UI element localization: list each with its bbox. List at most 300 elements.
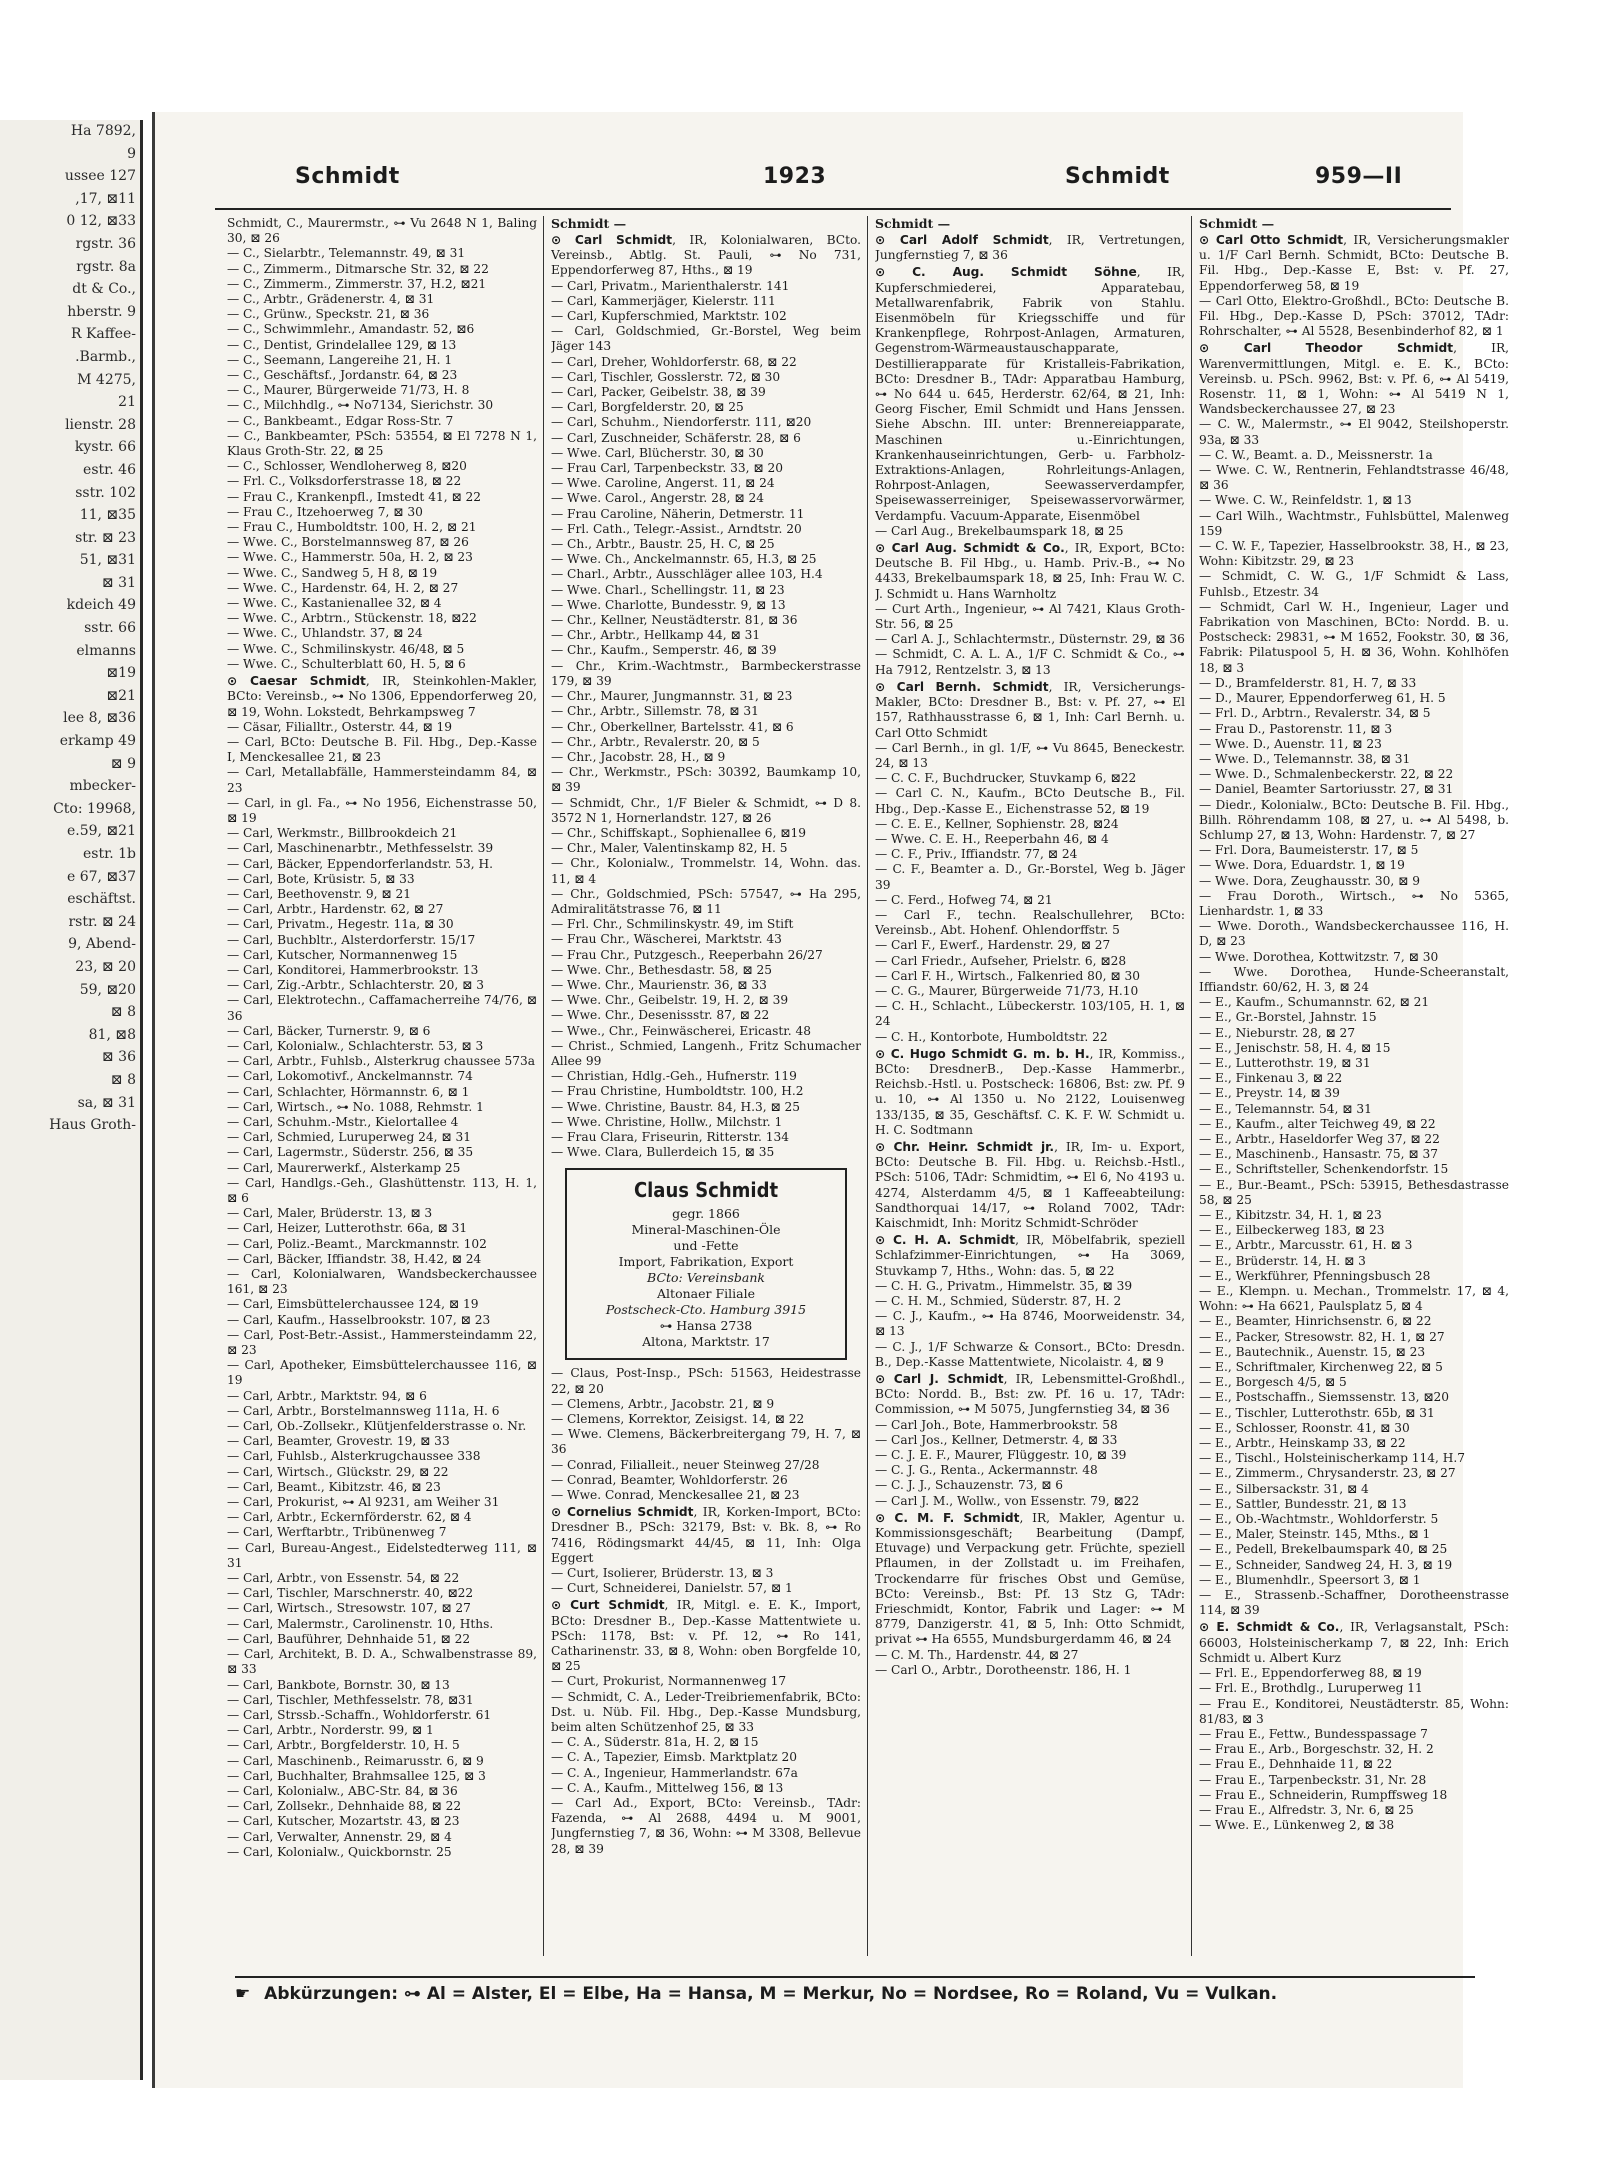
directory-entry: — Chr., Jacobstr. 28, H., ⊠ 9 (551, 749, 726, 764)
directory-entry: — C. J. J., Schauzenstr. 73, ⊠ 6 (875, 1478, 1064, 1493)
directory-entry: — Carl, Schuhm., Niendorferstr. 111, ⊠20 (551, 415, 812, 430)
directory-entry: — C., Dentist, Grindelallee 129, ⊠ 13 (227, 337, 457, 352)
directory-entry: — Wwe. Dorothea, Kottwitzstr. 7, ⊠ 30 (1199, 949, 1439, 964)
directory-entry: — C. J. G., Renta., Ackermannstr. 48 (875, 1463, 1098, 1478)
directory-entry: — Frau C., Humboldtstr. 100, H. 2, ⊠ 21 (227, 520, 477, 535)
column-3 (875, 216, 1185, 1956)
directory-entry: — Frau E., Alfredstr. 3, Nr. 6, ⊠ 25 (1199, 1802, 1414, 1817)
directory-entry: — Christ., Schmied, Langenh., Fritz Schumacher Allee 99 (551, 1038, 861, 1068)
directory-entry: — Frau Christine, Humboldtstr. 100, H.2 (551, 1084, 804, 1099)
directory-entry: — E., Schlosser, Roonstr. 41, ⊠ 30 (1199, 1420, 1410, 1435)
directory-entry: ⊙ Carl Aug. Schmidt & Co., IR, Export, BCto: Deutsche B. Fil Hbg., u. Hamb. Priv.-B., ⊶ No 4433, Brekelbaumspark 18, ⊠ 25, Inh: Frau W. C. J. Schmidt u. Hans Warnholtz (875, 541, 1185, 601)
directory-entry: — C. E. E., Kellner, Sophienstr. 28, ⊠24 (875, 816, 1119, 831)
directory-entry: — Frau E., Konditorei, Neustädterstr. 85, Wohn: 81/83, ⊠ 3 (1199, 1696, 1509, 1726)
directory-entry: — E., Beamter, Hinrichsenstr. 6, ⊠ 22 (1199, 1314, 1432, 1329)
directory-entry: — Carl, Eimsbüttelerchaussee 124, ⊠ 19 (227, 1297, 479, 1312)
directory-entry: — Frau Caroline, Näherin, Detmerstr. 11 (551, 506, 805, 521)
directory-entry: — E., Bautechnik., Auenstr. 15, ⊠ 23 (1199, 1344, 1426, 1359)
ad-line6: Postscheck-Cto. Hamburg 3915 (605, 1302, 807, 1318)
directory-entry: — E., Pedell, Brekelbaumspark 40, ⊠ 25 (1199, 1542, 1448, 1557)
directory-entry: — Chr., Maler, Valentinskamp 82, H. 5 (551, 841, 788, 856)
directory-entry: — Chr., Goldschmied, PSch: 57547, ⊶ Ha 295, Admiralitätstrasse 76, ⊠ 11 (551, 886, 861, 916)
directory-entry: — Chr., Arbtr., Revalerstr. 20, ⊠ 5 (551, 734, 760, 749)
directory-entry: — C., Zimmerm., Zimmerstr. 37, H.2, ⊠21 (227, 276, 487, 291)
directory-entry: — C. Ferd., Hofweg 74, ⊠ 21 (875, 892, 1053, 907)
column-1 (227, 216, 537, 1956)
directory-entry: — D., Maurer, Eppendorferweg 61, H. 5 (1199, 691, 1446, 706)
directory-entry: — Frl. E., Eppendorferweg 88, ⊠ 19 (1199, 1666, 1422, 1681)
column-divider (867, 216, 868, 1956)
directory-entry: ⊙ Carl Bernh. Schmidt, IR, Versicherungs-Makler, BCto: Dresdner B., Bst: v. Pf. 27, ⊶ El 157, Rathhausstrasse 6, ⊠ 1, Inh: Carl Bernh. u. Carl Otto Schmidt (875, 679, 1185, 740)
directory-entry: — Wwe. D., Schmalenbeckerstr. 22, ⊠ 22 (1199, 767, 1454, 782)
directory-entry: — E., Tischler, Lutterothstr. 65b, ⊠ 31 (1199, 1405, 1435, 1420)
directory-entry: — Wwe. Charlotte, Bundesstr. 9, ⊠ 13 (551, 597, 786, 612)
directory-entry: — Carl, Prokurist, ⊶ Al 9231, am Weiher 31 (227, 1495, 500, 1510)
directory-entry: — E., Maschinenb., Hansastr. 75, ⊠ 37 (1199, 1147, 1438, 1162)
directory-entry: — Wwe. Dora, Zeughausstr. 30, ⊠ 9 (1199, 873, 1420, 888)
directory-entry: — Frl. C., Volksdorferstrasse 18, ⊠ 22 (227, 474, 462, 489)
directory-entry: ⊙ Carl Schmidt, IR, Kolonialwaren, BCto. Vereinsb., Abtlg. St. Pauli, ⊶ No 731, Eppendorferweg 87, Hths., ⊠ 19 (551, 233, 861, 278)
directory-entry: — E., Silbersackstr. 31, ⊠ 4 (1199, 1481, 1369, 1496)
previous-page-fragment: 9 (127, 145, 136, 162)
directory-entry: — Carl, Arbtr., von Essenstr. 54, ⊠ 22 (227, 1571, 460, 1586)
directory-entry: — Wwe. C., Uhlandstr. 37, ⊠ 24 (227, 626, 423, 641)
directory-entry: — Chr., Kellner, Neustädterstr. 81, ⊠ 36 (551, 613, 798, 628)
directory-entry: — Carl, Strssb.-Schaffn., Wohldorferstr. 61 (227, 1707, 492, 1722)
directory-entry: — Carl, Konditorei, Hammerbrookstr. 13 (227, 962, 479, 977)
directory-entry: — Daniel, Beamter Sartoriusstr. 27, ⊠ 31 (1199, 782, 1454, 797)
directory-entry: — Carl Ad., Export, BCto: Vereinsb., TAdr: Fazenda, ⊶ Al 2688, 4494 u. M 9001, Jungfernstieg 7, ⊠ 36, Wohn: ⊶ M 3308, Bellevue 28, ⊠ 39 (551, 1796, 861, 1856)
directory-entry: — C., Grünw., Speckstr. 21, ⊠ 36 (227, 307, 430, 322)
directory-entry: — Wwe. Dorothea, Hunde-Scheeranstalt, Iffiandstr. 60/62, H. 3, ⊠ 24 (1199, 964, 1509, 994)
directory-entry: — C. A., Kaufm., Mittelweg 156, ⊠ 13 (551, 1780, 784, 1795)
directory-entry: — Claus, Post-Insp., PSch: 51563, Heidestrasse 22, ⊠ 20 (551, 1366, 861, 1396)
directory-entry: — C. A., Süderstr. 81a, H. 2, ⊠ 15 (551, 1735, 759, 1750)
directory-entry: — D., Bramfelderstr. 81, H. 7, ⊠ 33 (1199, 675, 1417, 690)
pointing-hand-icon: ☛ (235, 1984, 251, 2004)
directory-entry: — Wwe. Carol., Angerstr. 28, ⊠ 24 (551, 491, 764, 506)
directory-entry: — Carl Wilh., Wachtmstr., Fuhlsbüttel, Malenweg 159 (1199, 508, 1509, 538)
directory-entry: — Chr., Kaufm., Semperstr. 46, ⊠ 39 (551, 643, 777, 658)
ad-line2: und -Fette (673, 1238, 739, 1254)
directory-entry: — Carl, Buchhalter, Brahmsallee 125, ⊠ 3 (227, 1768, 486, 1783)
previous-page-fragment: 81, ⊠8 (88, 1026, 136, 1043)
directory-entry: — Carl, Beamt., Kibitzstr. 46, ⊠ 23 (227, 1479, 441, 1494)
previous-page-fragment: kystr. 66 (74, 439, 136, 456)
directory-entry: — Carl, Kupferschmied, Marktstr. 102 (551, 309, 787, 324)
directory-entry: — Wwe. Carl, Blücherstr. 30, ⊠ 30 (551, 445, 764, 460)
directory-entry: — Carl, Kammerjäger, Kielerstr. 111 (551, 293, 776, 308)
directory-entry: — Clemens, Arbtr., Jacobstr. 21, ⊠ 9 (551, 1396, 775, 1411)
directory-entry: — Carl, Bäcker, Eppendorferlandstr. 53, H. (227, 856, 494, 871)
previous-page-fragment: rgstr. 36 (75, 235, 136, 252)
directory-entry: — Carl, in gl. Fa., ⊶ No 1956, Eichenstrasse 50, ⊠ 19 (227, 795, 537, 825)
page-header (215, 164, 1463, 198)
directory-entry: — Carl, Poliz.-Beamt., Marckmannstr. 102 (227, 1236, 487, 1251)
previous-page-fragment: 0 12, ⊠33 (66, 213, 136, 230)
directory-entry: — Carl, Werkmstr., Billbrookdeich 21 (227, 826, 458, 841)
directory-entry: — E., Brüderstr. 14, H. ⊠ 3 (1199, 1253, 1366, 1268)
directory-entry: — Wwe. Clara, Bullerdeich 15, ⊠ 35 (551, 1145, 775, 1160)
directory-entry: — Carl, Arbtr., Norderstr. 99, ⊠ 1 (227, 1723, 434, 1738)
directory-entry: — C., Sielarbtr., Telemannstr. 49, ⊠ 31 (227, 246, 466, 261)
directory-entry: — Chr., Krim.-Wachtmstr., Barmbeckerstrasse 179, ⊠ 39 (551, 658, 861, 688)
directory-entry: — Carl C. N., Kaufm., BCto Deutsche B., Fil. Hbg., Dep.-Kasse E., Eichenstrasse 52, ⊠ 19 (875, 786, 1185, 816)
directory-entry: — Carl, Ob.-Zollsekr., Klütjenfelderstrasse o. Nr. (227, 1419, 527, 1434)
directory-entry: — E., Maler, Steinstr. 145, Mths., ⊠ 1 (1199, 1527, 1431, 1542)
directory-entry: — Carl, Tischler, Gosslerstr. 72, ⊠ 30 (551, 369, 781, 384)
directory-entry: — Carl O., Arbtr., Dorotheenstr. 186, H. 1 (875, 1662, 1132, 1677)
previous-page-fragment: Cto: 19968, (53, 800, 136, 817)
directory-entry: — Chr., Arbtr., Hellkamp 44, ⊠ 31 (551, 628, 761, 643)
directory-entry: — Wwe. Chr., Bethesdastr. 58, ⊠ 25 (551, 962, 772, 977)
directory-entry: — E., Arbtr., Haseldorfer Weg 37, ⊠ 22 (1199, 1131, 1440, 1146)
directory-entry: — C. H. G., Privatm., Himmelstr. 35, ⊠ 39 (875, 1278, 1133, 1293)
previous-page-fragment: mbecker- (69, 778, 136, 795)
directory-entry: — Wwe. Christine, Baustr. 84, H.3, ⊠ 25 (551, 1099, 801, 1114)
directory-entry: — Schmidt, C. W. G., 1/F Schmidt & Lass, Fuhlsb., Etzestr. 34 (1199, 569, 1509, 599)
directory-entry: — Carl, Packer, Geibelstr. 38, ⊠ 39 (551, 385, 766, 400)
directory-entry: — Carl, Schmied, Luruperweg 24, ⊠ 31 (227, 1130, 471, 1145)
directory-entry: ⊙ C. M. F. Schmidt, IR, Makler, Agentur u. Kommissionsgeschäft; Bearbeitung (Dampf, Etuvage) und Verpackung getr. Früchte, speziell Pflaumen, in der Zollstadt u. im Freihafen, Trockendarre für frisches Obst und Gemüse, BCto: Vereinsb., Bst: Pf. 13 Stz G, TAdr: Frieschmidt, Kontor, Fabrik und Lager: ⊶ M 8779, Danzigerstr. 41, ⊠ 5, Inh: Otto Schmidt, privat ⊶ Ha 6555, Mundsburgerdamm 46, ⊠ 24 (875, 1510, 1185, 1647)
directory-entry: — Carl F. H., Wirtsch., Falkenried 80, ⊠ 30 (875, 968, 1140, 983)
directory-entry: — Wwe. Doroth., Wandsbeckerchaussee 116, H. D, ⊠ 23 (1199, 919, 1509, 949)
directory-entry: — E., Finkenau 3, ⊠ 22 (1199, 1071, 1343, 1086)
directory-entry: — Frau Chr., Wäscherei, Marktstr. 43 (551, 932, 782, 947)
directory-entry: — Carl Bernh., in gl. 1/F, ⊶ Vu 8645, Beneckestr. 24, ⊠ 13 (875, 740, 1185, 770)
directory-entry: — Carl, Handlgs.-Geh., Glashüttenstr. 113, H. 1, ⊠ 6 (227, 1175, 537, 1205)
directory-entry: — E., Kaufm., Schumannstr. 62, ⊠ 21 (1199, 995, 1430, 1010)
directory-entry: — Carl, Zig.-Arbtr., Schlachterstr. 20, ⊠ 3 (227, 978, 484, 993)
directory-entry: — Carl, Fuhlsb., Alsterkrugchaussee 338 (227, 1449, 481, 1464)
directory-entry: — C. H., Schlacht., Lübeckerstr. 103/105, H. 1, ⊠ 24 (875, 999, 1185, 1029)
directory-entry: — C. F., Priv., Iffiandstr. 77, ⊠ 24 (875, 847, 1078, 862)
directory-entry: — C., Seemann, Langereihe 21, H. 1 (227, 352, 453, 367)
directory-entry: — Charl., Arbtr., Ausschläger allee 103, H.4 (551, 567, 823, 582)
previous-page-fragment: dt & Co., (72, 281, 136, 298)
previous-page-fragment: 59, ⊠20 (79, 981, 136, 998)
directory-entry: — Carl, Heizer, Lutterothstr. 66a, ⊠ 31 (227, 1221, 468, 1236)
previous-page-edge (0, 120, 143, 2080)
previous-page-fragment: e.59, ⊠21 (67, 823, 136, 840)
previous-page-fragment: ⊠ 9 (110, 755, 136, 772)
directory-entry: — Carl, Borgfelderstr. 20, ⊠ 25 (551, 400, 744, 415)
directory-entry: — Wwe., Chr., Feinwäscherei, Ericastr. 48 (551, 1023, 812, 1038)
directory-entry: — Christian, Hdlg.-Geh., Hufnerstr. 119 (551, 1069, 797, 1084)
directory-entry: — Carl A. J., Schlachtermstr., Düsternstr. 29, ⊠ 36 (875, 632, 1185, 647)
directory-entry: ⊙ C. Aug. Schmidt Söhne, IR, Kupferschmiederei, Apparatebau, Metallwarenfabrik, Fabrik von Stahlu. Eisenmöbeln für Kriegsschiffe und für Krankenpflege, Rohrpost-Anlagen, Armaturen, Gegenstrom-Wärmeaustauschapparate, Destillierapparate für Kristalleis-Fabrikation, BCto: Dresdner B., TAdr: Apparatbau Hamburg, ⊶ No 644 u. 645, Herderstr. 62/64, ⊠ 21, Inh: Georg Fischer, Emil Schmidt und Hans Jenssen. Siehe Abschn. III. unter: Brennereiapparate, Maschinen u.-Einrichtungen, Krankenhauseinrichtungen, Gerb- u. Farbholz-Extraktions-Anlagen, Rohrleitungs-Anlagen, Rohrpost-Anlagen, Seewasserverdampfer, Speisewasserreiniger, Speisewasservorwärmer, Verdampfu. Vacuum-Apparate, Eisenmöbel (875, 265, 1185, 523)
directory-entry: — Carl, Tischler, Marschnerstr. 40, ⊠22 (227, 1586, 474, 1601)
directory-entry: — C. H. M., Schmied, Süderstr. 87, H. 2 (875, 1294, 1122, 1309)
previous-page-fragment: 9, Abend- (68, 936, 136, 953)
directory-entry: — Wwe. Chr., Desenissstr. 87, ⊠ 22 (551, 1008, 770, 1023)
previous-page-fragment: 51, ⊠31 (79, 552, 136, 569)
directory-entry: — E., Arbtr., Heinskamp 33, ⊠ 22 (1199, 1436, 1406, 1451)
directory-entry: — Carl, Bauführer, Dehnhaide 51, ⊠ 22 (227, 1631, 471, 1646)
previous-page-fragment: M 4275, (77, 371, 136, 388)
directory-entry: — E., Ob.-Wachtmstr., Wohldorferstr. 5 (1199, 1512, 1439, 1527)
directory-entry: — E., Kaufm., alter Teichweg 49, ⊠ 22 (1199, 1116, 1436, 1131)
directory-entry: — Carl, Kolonialwaren, Wandsbeckerchaussee 161, ⊠ 23 (227, 1267, 537, 1297)
ad-name: Claus Schmidt (633, 1178, 779, 1203)
directory-entry: — Frau D., Pastorenstr. 11, ⊠ 3 (1199, 721, 1393, 736)
directory-entry: — Carl Jos., Kellner, Detmerstr. 4, ⊠ 33 (875, 1432, 1118, 1447)
directory-entry: — Carl, Privatm., Marienthalerstr. 141 (551, 278, 790, 293)
directory-entry: — Frau Chr., Putzgesch., Reeperbahn 26/27 (551, 947, 823, 962)
ad-line1: Mineral-Maschinen-Öle (631, 1222, 781, 1238)
directory-entry: — Frau Carl, Tarpenbeckstr. 33, ⊠ 20 (551, 461, 783, 476)
directory-entry: — Carl, Bote, Krüsistr. 5, ⊠ 33 (227, 871, 415, 886)
directory-entry: — C. J. E. F., Maurer, Flüggestr. 10, ⊠ 39 (875, 1448, 1127, 1463)
directory-entry: — Carl, Lokomotivf., Anckelmannstr. 74 (227, 1069, 473, 1084)
previous-page-fragment: 23, ⊠ 20 (75, 958, 136, 975)
directory-page (152, 112, 1509, 2088)
directory-entry: — Carl, Post-Betr.-Assist., Hammersteindamm 22, ⊠ 23 (227, 1327, 537, 1358)
directory-entry: — Curt, Schneiderei, Danielstr. 57, ⊠ 1 (551, 1581, 793, 1596)
directory-entry: — Carl Friedr., Aufseher, Prielstr. 6, ⊠28 (875, 953, 1127, 968)
directory-entry: — Frau E., Tarpenbeckstr. 31, Nr. 28 (1199, 1772, 1427, 1787)
directory-entry: — E., Postschaffn., Siemssenstr. 13, ⊠20 (1199, 1390, 1450, 1405)
directory-entry: — Frau E., Schneiderin, Rumpffsweg 18 (1199, 1787, 1448, 1802)
directory-entry: ⊙ Cornelius Schmidt, IR, Korken-Import, BCto: Dresdner B., PSch: 32179, Bst: v. Bk. 8, ⊶ Ro 7416, Rödingsmarkt 44/45, ⊠ 11, Inh: Olga Eggert (551, 1505, 861, 1565)
previous-page-fragment: ⊠ 36 (102, 1049, 136, 1066)
directory-entry: ⊙ C. H. A. Schmidt, IR, Möbelfabrik, speziell Schlafzimmer-Einrichtungen, ⊶ Ha 3069, Stuvkamp 7, Hths., Wohn: das. 5, ⊠ 22 (875, 1233, 1185, 1278)
directory-entry: ⊙ Curt Schmidt, IR, Mitgl. e. E. K., Import, BCto: Dresdner B., Dep.-Kasse Mattentwiete u. PSch: 1178, Bst: v. Pf. 12, ⊶ Ro 141, Catharinenstr. 33, ⊠ 8, Wohn: oben Borgfelde 10, ⊠ 25 (551, 1598, 861, 1674)
header-year: 1923 (763, 164, 827, 189)
previous-page-fragment: Ha 7892, (70, 123, 136, 139)
directory-entry: — Frl. Cath., Telegr.-Assist., Arndtstr. 20 (551, 521, 802, 536)
directory-entry: — Frl. E., Brothdlg., Luruperweg 11 (1199, 1681, 1423, 1696)
directory-entry: — Diedr., Kolonialw., BCto: Deutsche B. Fil. Hbg., Billh. Röhrendamm 108, ⊠ 27, u. ⊶ Al 5498, b. Schlump 27, ⊠ 13, Wohn: Hardenstr. 7, ⊠ 27 (1199, 797, 1509, 842)
directory-entry: — Wwe. Clemens, Bäckerbreitergang 79, H. 7, ⊠ 36 (551, 1427, 861, 1457)
directory-entry: — Wwe. Dora, Eduardstr. 1, ⊠ 19 (1199, 858, 1405, 873)
directory-entry: — Curt Arth., Ingenieur, ⊶ Al 7421, Klaus Groth-Str. 56, ⊠ 25 (875, 601, 1185, 632)
directory-entry: — Carl, Kolonialw., Schlachterstr. 53, ⊠ 3 (227, 1038, 484, 1053)
previous-page-fragment: 11, ⊠35 (79, 507, 136, 524)
directory-entry: — Schmidt, C. A. L. A., 1/F C. Schmidt & Co., ⊶ Ha 7912, Rentzelstr. 3, ⊠ 13 (875, 647, 1185, 677)
directory-entry: — Carl, Verwalter, Annenstr. 29, ⊠ 4 (227, 1829, 452, 1844)
directory-entry: ⊙ Caesar Schmidt, IR, Steinkohlen-Makler, BCto: Vereinsb., ⊶ No 1306, Eppendorferweg 20, ⊠ 19, Wohn. Lokstedt, Behrkampsweg 7 (227, 674, 537, 719)
previous-page-fragment: e 67, ⊠37 (67, 868, 136, 885)
header-right-name: Schmidt (1065, 164, 1170, 189)
previous-page-fragment: str. ⊠ 23 (75, 529, 136, 546)
previous-page-fragment: estr. 46 (83, 461, 136, 478)
directory-entry: — E., Sattler, Bundesstr. 21, ⊠ 13 (1199, 1496, 1407, 1511)
ad-line7: ⊶ Hansa 2738 (659, 1318, 753, 1334)
directory-entry: — Carl Otto, Elektro-Großhdl., BCto: Deutsche B. Fil. Hbg., Dep.-Kasse D, PSch: 37012, TAdr: Rohrschalter, ⊶ Al 5528, Besenbinderhof 82, ⊠ 1 (1199, 293, 1509, 339)
directory-entry: — Carl, Wirtsch., Stresowstr. 107, ⊠ 27 (227, 1601, 471, 1616)
directory-entry: — Wwe. C., Sandweg 5, H 8, ⊠ 19 (227, 565, 438, 580)
directory-entry: — Frl. D., Arbtrn., Revalerstr. 34, ⊠ 5 (1199, 706, 1431, 721)
directory-entry: — Carl, Tischler, Methfesselstr. 78, ⊠31 (227, 1692, 474, 1707)
directory-entry: — E., Eilbeckerweg 183, ⊠ 23 (1199, 1223, 1385, 1238)
previous-page-fragment: hberstr. 9 (67, 303, 136, 320)
directory-entry: — Wwe. E., Lünkenweg 2, ⊠ 38 (1199, 1818, 1395, 1833)
directory-entry: — Wwe. Chr., Geibelstr. 19, H. 2, ⊠ 39 (551, 993, 789, 1008)
directory-entry: — E., Lutterothstr. 19, ⊠ 31 (1199, 1055, 1371, 1070)
directory-entry: — Carl, Zuschneider, Schäferstr. 28, ⊠ 6 (551, 430, 801, 445)
directory-entry: — E., Telemannstr. 54, ⊠ 31 (1199, 1101, 1372, 1116)
directory-entry: — Carl, Malermstr., Carolinenstr. 10, Hths. (227, 1616, 494, 1631)
previous-page-fragment: rstr. ⊠ 24 (68, 913, 136, 930)
previous-page-fragment: ussee 127 (64, 168, 136, 185)
directory-entry: — Wwe. C., Hardenstr. 64, H. 2, ⊠ 27 (227, 580, 459, 595)
directory-entry: — Carl F., Ewerf., Hardenstr. 29, ⊠ 27 (875, 938, 1111, 953)
previous-page-fragment: ⊠ 8 (110, 1004, 136, 1021)
directory-entry: — Frau Clara, Friseurin, Ritterstr. 134 (551, 1129, 790, 1144)
directory-entry: — C. H., Kontorbote, Humboldtstr. 22 (875, 1029, 1108, 1044)
directory-entry: — E., Arbtr., Marcusstr. 61, H. ⊠ 3 (1199, 1238, 1413, 1253)
directory-entry: — C. W. F., Tapezier, Hasselbrookstr. 38, H., ⊠ 23, Wohn: Kibitzstr. 29, ⊠ 23 (1199, 539, 1509, 569)
directory-entry: — Wwe. C. E. H., Reeperbahn 46, ⊠ 4 (875, 831, 1109, 846)
previous-page-fragment: ⊠ 31 (102, 574, 136, 591)
directory-entry: — Carl, Zollsekr., Dehnhaide 88, ⊠ 22 (227, 1799, 462, 1814)
directory-entry: — Carl, Kutscher, Normannenweg 15 (227, 947, 458, 962)
directory-entry: — Conrad, Beamter, Wohldorferstr. 26 (551, 1472, 788, 1487)
directory-entry: — E., Strassenb.-Schaffner, Dorotheenstrasse 114, ⊠ 39 (1199, 1588, 1509, 1618)
directory-entry: — C., Bankbeamt., Edgar Ross-Str. 7 (227, 413, 454, 428)
directory-entry: — C., Milchhdlg., ⊶ No7134, Sierichstr. 30 (227, 398, 494, 413)
directory-entry: — C., Maurer, Bürgerweide 71/73, H. 8 (227, 383, 470, 398)
directory-entry: — E., Tischl., Holsteinischerkamp 114, H.7 (1199, 1451, 1466, 1466)
directory-entry: — Curt, Isolierer, Brüderstr. 13, ⊠ 3 (551, 1566, 774, 1581)
directory-entry: — Carl, Elektrotechn., Caffamacherreihe 74/76, ⊠ 36 (227, 993, 537, 1023)
previous-page-fragment: ,17, ⊠11 (75, 190, 136, 207)
directory-entry: — Carl, Maschinenb., Reimarusstr. 6, ⊠ 9 (227, 1753, 484, 1768)
directory-entry: ⊙ Chr. Heinr. Schmidt jr., IR, Im- u. Export, BCto: Deutsche B. Fil. Hbg. u. Reichsb.-Hstl., PSch: 5106, TAdr: Schmidtim, ⊶ El 6, No 4193 u. 4274, Alsterdamm 4/5, ⊠ 1 Kaffeeabteilung: Sandthorquai 14/17, ⊶ Roland 7002, TAdr: Kaischmidt, Inh: Moritz Schmidt-Schröder (875, 1139, 1185, 1230)
directory-entry: — Frl. Chr., Schmilinskystr. 49, im Stift (551, 917, 794, 932)
directory-entry: — E., Packer, Stresowstr. 82, H. 1, ⊠ 27 (1199, 1329, 1445, 1344)
directory-entry: — Frau E., Arb., Borgeschstr. 32, H. 2 (1199, 1742, 1434, 1757)
column-2 (551, 216, 861, 1956)
directory-entry: — Frl. Dora, Baumeisterstr. 17, ⊠ 5 (1199, 843, 1419, 858)
directory-entry: — Carl, Schlachter, Hörmannstr. 6, ⊠ 1 (227, 1084, 470, 1099)
previous-page-fragment: ⊠ 8 (110, 1071, 136, 1088)
directory-entry: — Schmidt, C. A., Leder-Treibriemenfabrik, BCto: Dst. u. Nüb. Fil. Hbg., Dep.-Kasse Mundsburg, beim alten Schützenhof 25, ⊠ 33 (551, 1689, 861, 1735)
previous-page-fragment: sstr. 66 (84, 620, 136, 637)
directory-entry: — C. J., 1/F Schwarze & Consort., BCto: Dresdn. B., Dep.-Kasse Mattentwiete, Nicolaistr. 4, ⊠ 9 (875, 1339, 1185, 1369)
directory-entry: — E., Blumenhdlr., Speersort 3, ⊠ 1 (1199, 1572, 1421, 1587)
column-title: Schmidt — (1199, 216, 1275, 231)
directory-entry: — C. A., Tapezier, Eimsb. Marktplatz 20 (551, 1750, 798, 1765)
directory-entry: — Carl, Werftarbtr., Tribünenweg 7 (227, 1525, 447, 1540)
directory-entry: — Carl, Schuhm.-Mstr., Kielortallee 4 (227, 1114, 459, 1129)
directory-entry: — Schmidt, Carl W. H., Ingenieur, Lager und Fabrikation von Maschinen, BCto: Nordd. B. u. Postscheck: 29831, ⊶ M 1652, Fookstr. 30, ⊠ 36, Fabrik: Pilatuspool 5, H. ⊠ 36, Wohn. Kohlhöfen 18, ⊠ 3 (1199, 599, 1509, 675)
directory-entry: — C., Bankbeamter, PSch: 53554, ⊠ El 7278 N 1, Klaus Groth-Str. 22, ⊠ 25 (227, 428, 537, 459)
directory-entry: — C., Zimmerm., Ditmarsche Str. 32, ⊠ 22 (227, 261, 489, 276)
directory-entry: — Carl, Goldschmied, Gr.-Borstel, Weg beim Jäger 143 (551, 324, 861, 354)
directory-entry: — C. F., Beamter a. D., Gr.-Borstel, Weg b. Jäger 39 (875, 862, 1185, 892)
directory-entry: — Ch., Arbtr., Baustr. 25, H. C, ⊠ 25 (551, 537, 775, 552)
directory-entry: — Frau E., Fettw., Bundesspassage 7 (1199, 1726, 1428, 1741)
previous-page-fragment: kdeich 49 (66, 597, 136, 614)
directory-entry: — E., Gr.-Borstel, Jahnstr. 15 (1199, 1010, 1377, 1025)
previous-page-fragment: elmanns (76, 642, 136, 659)
directory-entry: — Wwe. C., Arbtrn., Stückenstr. 18, ⊠22 (227, 611, 477, 626)
directory-entry: — Carl, Wirtsch., ⊶ No. 1088, Rehmstr. 1 (227, 1099, 484, 1114)
page-number: 959—II (1315, 164, 1403, 189)
directory-entry: — Carl, Arbtr., Borgfelderstr. 10, H. 5 (227, 1738, 460, 1753)
directory-entry: — E., Borgesch 4/5, ⊠ 5 (1199, 1375, 1347, 1390)
directory-entry: — Carl F., techn. Realschullehrer, BCto: Vereinsb., Abt. Hohenf. Ohlendorffstr. 5 (875, 907, 1185, 938)
directory-entry: — Frau Doroth., Wirtsch., ⊶ No 5365, Lienhardstr. 1, ⊠ 33 (1199, 888, 1509, 918)
ad-line4: BCto: Vereinsbank (647, 1270, 765, 1286)
directory-entry: — Wwe. C. W., Reinfeldstr. 1, ⊠ 13 (1199, 493, 1412, 508)
directory-entry: — C. J., Kaufm., ⊶ Ha 8746, Moorweidenstr. 34, ⊠ 13 (875, 1309, 1185, 1339)
directory-entry: — Carl, Apotheker, Eimsbüttelerchaussee 116, ⊠ 19 (227, 1358, 537, 1388)
directory-entry: — C., Geschäftsf., Jordanstr. 64, ⊠ 23 (227, 368, 458, 383)
directory-entry: — Chr., Kolonialw., Trommelstr. 14, Wohn. das. 11, ⊠ 4 (551, 856, 861, 886)
directory-entry: — Wwe. Ch., Anckelmannstr. 65, H.3, ⊠ 25 (551, 552, 817, 567)
directory-entry: — Carl, Maschinenarbtr., Methfesselstr. 39 (227, 841, 494, 856)
directory-entry: — Carl, Beethovenstr. 9, ⊠ 21 (227, 886, 412, 901)
directory-entry: — E., Schneider, Sandweg 24, H. 3, ⊠ 19 (1199, 1557, 1453, 1572)
directory-entry: — Wwe. C. W., Rentnerin, Fehlandtstrasse 46/48, ⊠ 36 (1199, 463, 1509, 493)
directory-entry: — Carl, Lagermstr., Süderstr. 256, ⊠ 35 (227, 1145, 474, 1160)
directory-entry: — Carl, BCto: Deutsche B. Fil. Hbg., Dep.-Kasse I, Menckesallee 21, ⊠ 23 (227, 734, 537, 765)
directory-entry: — E., Schriftsteller, Schenkendorfstr. 15 (1199, 1162, 1449, 1177)
directory-entry: — E., Bur.-Beamt., PSch: 53915, Bethesdastrasse 58, ⊠ 25 (1199, 1177, 1509, 1207)
column-divider (1191, 216, 1192, 1956)
directory-entry: — Conrad, Filialleit., neuer Steinweg 27/28 (551, 1457, 820, 1472)
header-left-name: Schmidt (295, 164, 400, 189)
directory-entry: Schmidt, C., Maurermstr., ⊶ Vu 2648 N 1, Baling 30, ⊠ 26 (227, 216, 537, 246)
previous-page-fragment: lee 8, ⊠36 (63, 710, 136, 727)
directory-entry: — Wwe. Christine, Hollw., Milchstr. 1 (551, 1114, 783, 1129)
directory-entry: ⊙ Carl Theodor Schmidt, IR, Warenvermittlungen, Mitgl. e. E. K., BCto: Vereinsb. u. PSch. 9962, Bst: v. Pf. 6, ⊶ Al 5419, Rosenstr. 11, ⊠ 1, Wohn: ⊶ Al 5419 N 1, Wandsbeckerchaussee 27, ⊠ 23 (1199, 341, 1509, 417)
directory-entry: — E., Nieburstr. 28, ⊠ 27 (1199, 1025, 1356, 1040)
directory-entry: — C. W., Malermstr., ⊶ El 9042, Steilshoperstr. 93a, ⊠ 33 (1199, 417, 1509, 447)
previous-page-fragment: 21 (118, 394, 136, 411)
directory-entry: — Frau C., Krankenpfl., Imstedt 41, ⊠ 22 (227, 489, 482, 504)
previous-page-fragment: R Kaffee- (70, 326, 136, 343)
previous-page-fragment: erkamp 49 (59, 733, 136, 750)
directory-entry: — E., Jenischstr. 58, H. 4, ⊠ 15 (1199, 1040, 1391, 1055)
directory-entry: — Carl, Metallabfälle, Hammersteindamm 84, ⊠ 23 (227, 765, 537, 795)
directory-entry: — C. C. F., Buchdrucker, Stuvkamp 6, ⊠22 (875, 771, 1137, 786)
directory-entry: — Carl, Architekt, B. D. A., Schwalbenstrasse 89, ⊠ 33 (227, 1647, 537, 1677)
directory-entry: — Carl, Arbtr., Borstelmannsweg 111a, H. 6 (227, 1403, 500, 1418)
directory-entry: — Carl, Bankbote, Bornstr. 30, ⊠ 13 (227, 1677, 450, 1692)
directory-entry: — Wwe. D., Auenstr. 11, ⊠ 23 (1199, 736, 1382, 751)
directory-entry: — Wwe. Caroline, Angerst. 11, ⊠ 24 (551, 476, 775, 491)
directory-entry: — Wwe. Charl., Schellingstr. 11, ⊠ 23 (551, 582, 785, 597)
directory-entry: — E., Klempn. u. Mechan., Trommelstr. 17, ⊠ 4, Wohn: ⊶ Ha 6621, Paulsplatz 5, ⊠ 4 (1199, 1284, 1509, 1314)
directory-entry: — Wwe. Conrad, Menckesallee 21, ⊠ 23 (551, 1488, 800, 1503)
header-rule (215, 208, 1451, 210)
directory-entry: — E., Kibitzstr. 34, H. 1, ⊠ 23 (1199, 1208, 1382, 1222)
previous-page-fragment: Haus Groth- (49, 1117, 136, 1134)
directory-entry: — Wwe. C., Schulterblatt 60, H. 5, ⊠ 6 (227, 656, 466, 671)
directory-entry: — Wwe. C., Schmilinskystr. 46/48, ⊠ 5 (227, 641, 465, 656)
directory-entry: — Carl, Bäcker, Turnerstr. 9, ⊠ 6 (227, 1023, 431, 1038)
directory-entry: — Wwe. Chr., Maurienstr. 36, ⊠ 33 (551, 977, 767, 992)
directory-entry: — Carl, Arbtr., Eckernförderstr. 62, ⊠ 4 (227, 1510, 472, 1525)
directory-entry: — C. A., Ingenieur, Hammerlandstr. 67a (551, 1765, 798, 1780)
directory-entry: — Carl, Maurerwerkf., Alsterkamp 25 (227, 1160, 461, 1175)
directory-entry: ⊙ E. Schmidt & Co., IR, Verlagsanstalt, PSch: 66003, Holsteinischerkamp 7, ⊠ 22, Inh: Erich Schmidt u. Albert Kurz (1199, 1620, 1509, 1665)
directory-entry: — Wwe. C., Hammerstr. 50a, H. 2, ⊠ 23 (227, 550, 473, 565)
directory-entry: — C. G., Maurer, Bürgerweide 71/73, H.10 (875, 983, 1139, 998)
directory-entry: — Frau C., Itzehoerweg 7, ⊠ 30 (227, 504, 423, 519)
directory-entry: — E., Werkführer, Pfenningsbusch 28 (1199, 1268, 1431, 1283)
directory-entry: — C., Schlosser, Wendloherweg 8, ⊠20 (227, 459, 467, 474)
abbreviations-text: Abkürzungen: ⊶ Al = Alster, El = Elbe, Ha = Hansa, M = Merkur, No = Nordsee, Ro = Roland, Vu = Vulkan. (264, 1984, 1278, 2004)
directory-entry: — C. M. Th., Hardenstr. 44, ⊠ 27 (875, 1647, 1079, 1662)
directory-entry: — Chr., Werkmstr., PSch: 30392, Baumkamp 10, ⊠ 39 (551, 765, 861, 795)
directory-entry: — Carl, Arbtr., Hardenstr. 62, ⊠ 27 (227, 902, 444, 917)
directory-entry: — Carl, Buchbltr., Alsterdorferstr. 15/17 (227, 932, 476, 947)
